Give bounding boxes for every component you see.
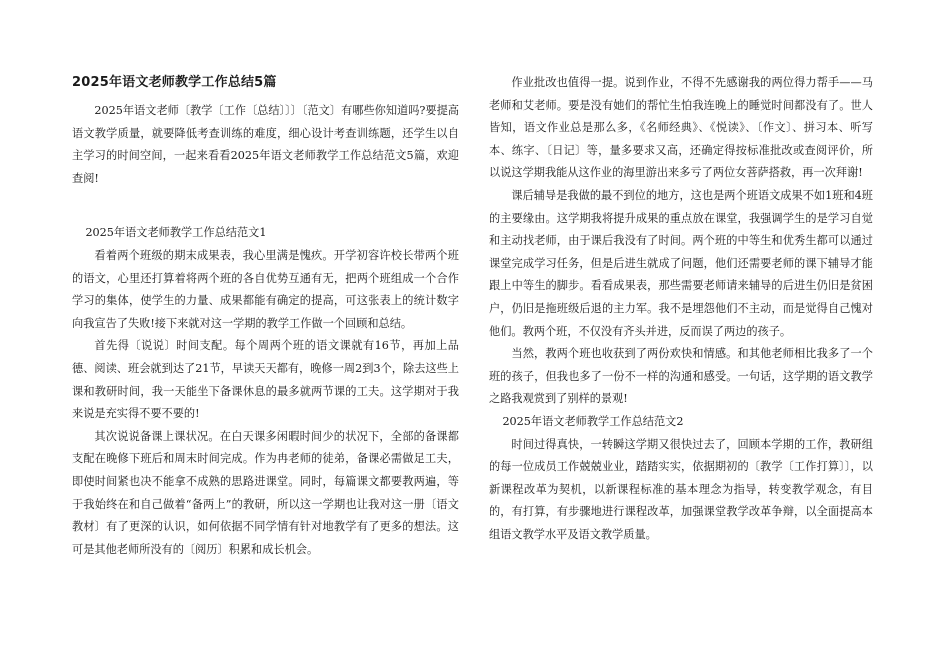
right-column (489, 72, 873, 546)
document-title: 2025年语文老师教学工作总结5篇 (72, 75, 277, 90)
section-heading-2: 2025年语文老师教学工作总结范文2 (502, 414, 684, 428)
paragraph: 首先得〔说说〕时间支配。每个周两个班的语文课就有16节，再加上品德、阅读、班会就到达了21节，早读天天都有，晚修一周2到3个，除去这些上课和教研时间，我一天能坐下备课休息的最多就两节课的工夫。这学期对于我来说是充实得不要不要的! (72, 339, 459, 421)
paragraph: 作业批改也值得一提。说到作业，不得不先感谢我的两位得力帮手——马老师和艾老师。要是没有她们的帮忙生怕我连晚上的睡觉时间都没有了。世人皆知，语文作业总是那么多，《名师经典》、《悦读》、〔作文〕、拼习本、听写本、练字、〔日记〕等，量多要求又高，还确定得按标准批改或查阅评价，所以说这学期我能从这作业的海里游出来多亏了两位女菩萨搭救，再一次拜谢! (489, 76, 873, 180)
paragraph: 课后辅导是我做的最不到位的地方，这也是两个班语文成果不如1班和4班的主要缘由。这学期我将提升成果的重点放在课堂，我强调学生的是学习自觉和主动找老师，由于课后我没有了时间。两个班的中等生和优秀生都可以通过课堂完成学习任务，但是后进生就成了问题，他们还需要老师的课下辅导才能跟上中等生的脚步。看看成果表，那些需要老师请来辅导的后进生仍旧是贫困户，仍旧是拖班级后退的主力军。我不是埋怨他们不主动，而是觉得自己愧对他们。教两个班，不仅没有齐头并进，反而误了两边的孩子。 (489, 188, 873, 338)
paragraph: 当然，教两个班也收获到了两份欢快和情感。和其他老师相比我多了一个班的孩子，但我也多了一份不一样的沟通和感受。一句话，这学期的语文教学之路我观赏到了别样的景观! (489, 347, 873, 406)
left-column (72, 70, 459, 561)
spacer (72, 190, 459, 212)
paragraph: 时间过得真快，一转瞬这学期又很快过去了，回顾本学期的工作，教研组的每一位成员工作兢兢业业，踏踏实实，依据期初的〔教学〔工作打算〕〕，以新课程改革为契机，以新课程标准的基本理念为指导，转变教学观念，有目的，有打算，有步骤地进行课程改革，加强课堂教学改革争辩，以全面提高本组语文教学水平及语文教学质量。 (489, 437, 873, 541)
paragraph: 看着两个班级的期末成果表，我心里满是愧疚。开学初容许校长带两个班的语文，心里还打算着将两个班的各自优势互通有无，把两个班组成一个合作学习的集体，使学生的力量、成果都能有确定的提高，可这张表上的统计数字向我宣告了失败!接下来就对这一学期的教学工作做一个回顾和总结。 (72, 248, 459, 330)
section-heading-1: 2025年语文老师教学工作总结范文1 (85, 226, 267, 240)
intro-paragraph: 2025年语文老师〔教学〔工作〔总结〕〕〕〔范文〕有哪些你知道吗?要提高语文教学质量，就要降低考查训练的难度，细心设计考查训练题，还学生以自主学习的时间空间，一起来看看2025年语文老师教学工作总结范文5篇，欢迎查阅! (72, 104, 459, 185)
paragraph: 其次说说备课上课状况。在白天课多闲暇时间少的状况下，全部的备课都支配在晚修下班后和周末时间完成。作为冉老师的徒弟，备课必需做足工夫，即使时间紧也决不能拿不成熟的思路进课堂。同时，每篇课文都要教两遍，等于我始终在和自己做着“备两上”的教研，所以这一学期也让我对这一册〔语文教材〕有了更深的认识，如何依据不同学情有针对地教学有了更多的想法。这可是其他老师所没有的〔阅历〕积累和成长机会。 (72, 429, 459, 556)
